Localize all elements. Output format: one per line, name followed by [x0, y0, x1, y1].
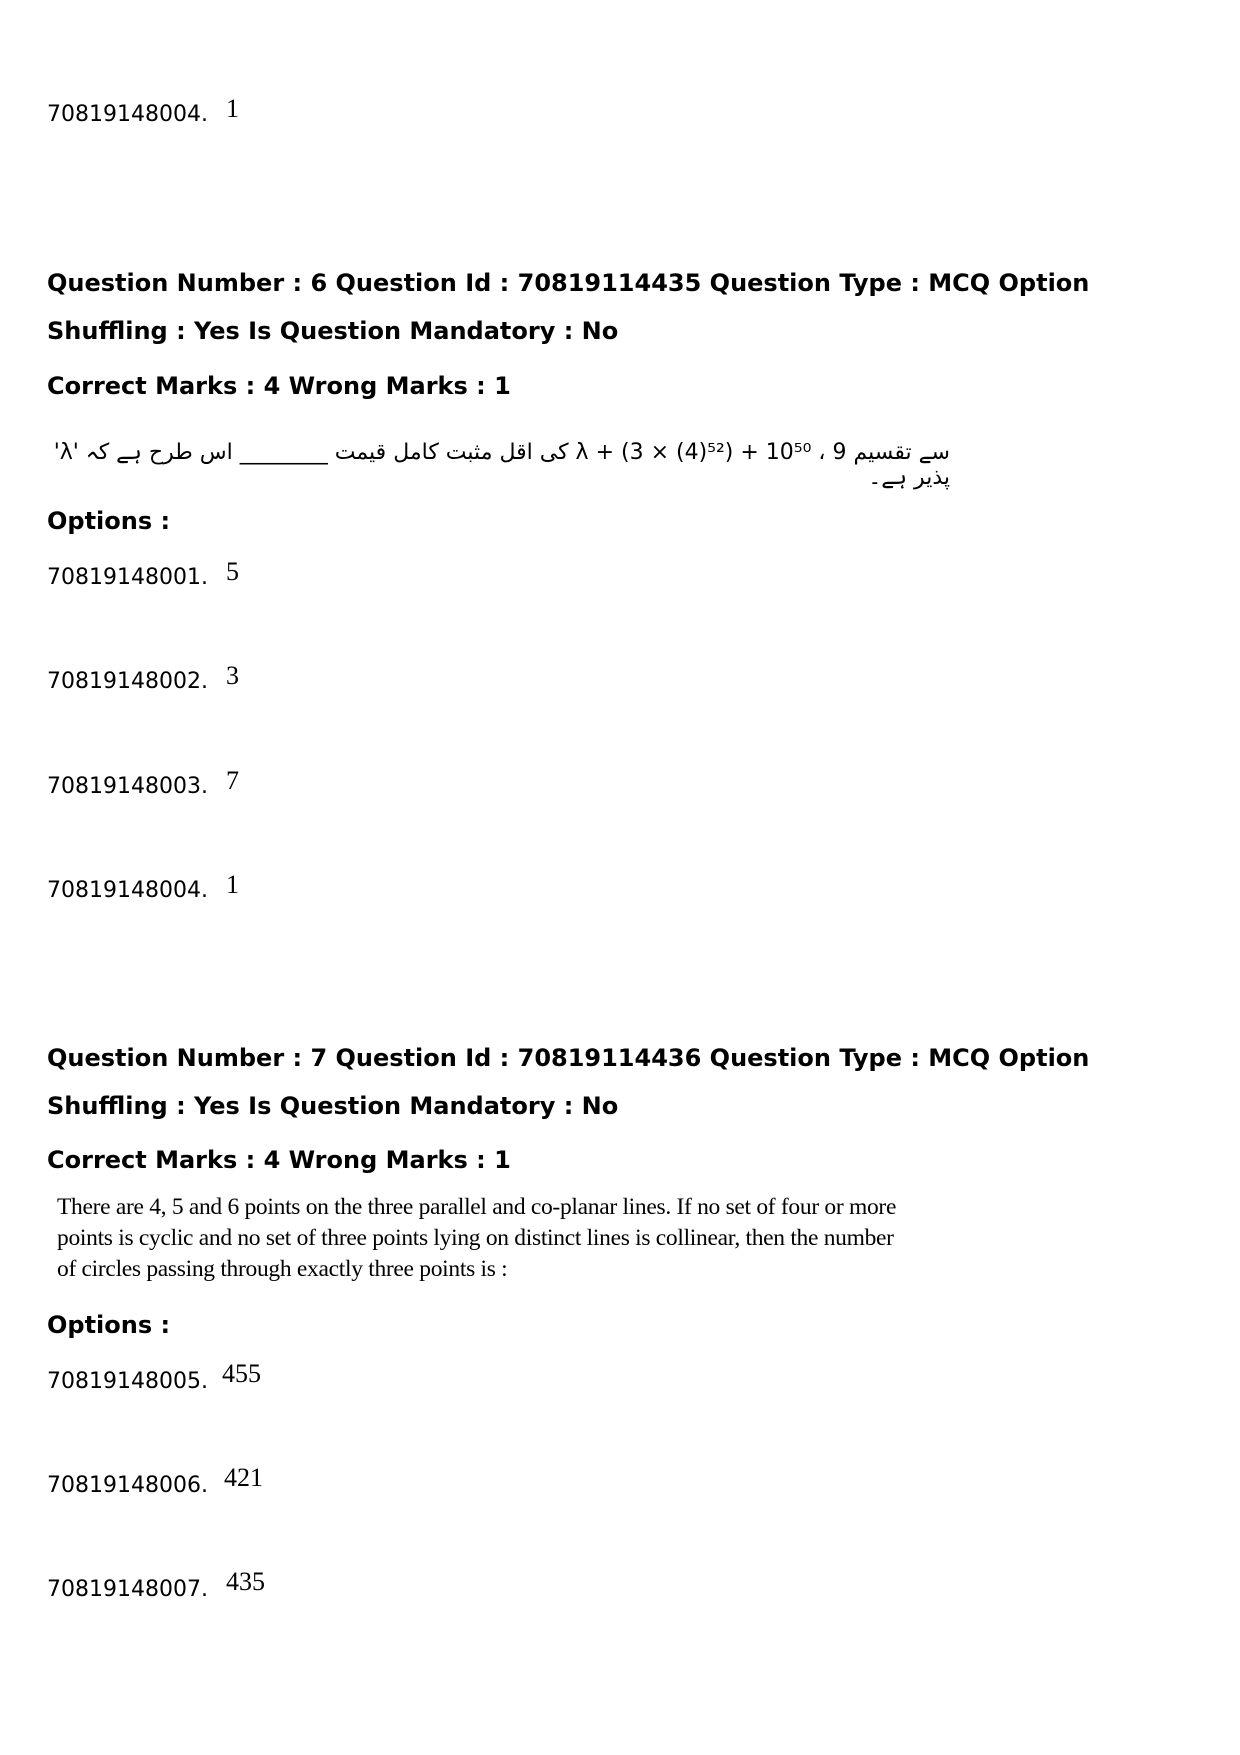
question-stem [57, 1192, 957, 1285]
option-value: 1 [226, 94, 239, 123]
marks-line: Correct Marks : 4 Wrong Marks : 1 [47, 1146, 511, 1174]
question-header: Question Number : 6 Question Id : 70819114435 Question Type : MCQ Option Shuffling : Yes Is Question Mandatory : No [47, 269, 1090, 345]
options-label: Options : [47, 1311, 171, 1339]
option-value: 435 [226, 1567, 265, 1596]
option-id: 70819148003. [47, 774, 208, 799]
marks-line: Correct Marks : 4 Wrong Marks : 1 [47, 372, 511, 400]
option-id: 70819148004. [47, 878, 208, 903]
option-value: 3 [226, 661, 239, 690]
option-id: 70819148001. [47, 565, 208, 590]
question-stem-line: There are 4, 5 and 6 points on the three parallel and co-planar lines. If no set of four or more [57, 1194, 897, 1220]
option-id: 70819148002. [47, 669, 208, 694]
option-value: 1 [226, 870, 239, 899]
question-stem: 'λ' کی اقل مثبت کامل قیمت ________ اس طرح ہے کہ λ + (3 × (4)⁵²) + 10⁵⁰ ، 9 سے تقسیم پذیر ہے۔ [53, 440, 950, 490]
options-label: Options : [47, 507, 171, 535]
question-stem-line: of circles passing through exactly three points is : [57, 1256, 508, 1282]
option-value: 5 [226, 557, 239, 586]
option-value: 421 [224, 1463, 263, 1492]
option-id: 70819148006. [47, 1473, 208, 1498]
option-value: 7 [226, 766, 239, 795]
option-id: 70819148005. [47, 1369, 208, 1394]
option-value: 455 [222, 1359, 261, 1388]
question-stem-line: points is cyclic and no set of three points lying on distinct lines is collinear, then the number [57, 1225, 894, 1251]
option-id: 70819148004. [47, 102, 208, 127]
question-header: Question Number : 7 Question Id : 70819114436 Question Type : MCQ Option Shuffling : Yes Is Question Mandatory : No [47, 1044, 1090, 1120]
option-id: 70819148007. [47, 1577, 208, 1602]
